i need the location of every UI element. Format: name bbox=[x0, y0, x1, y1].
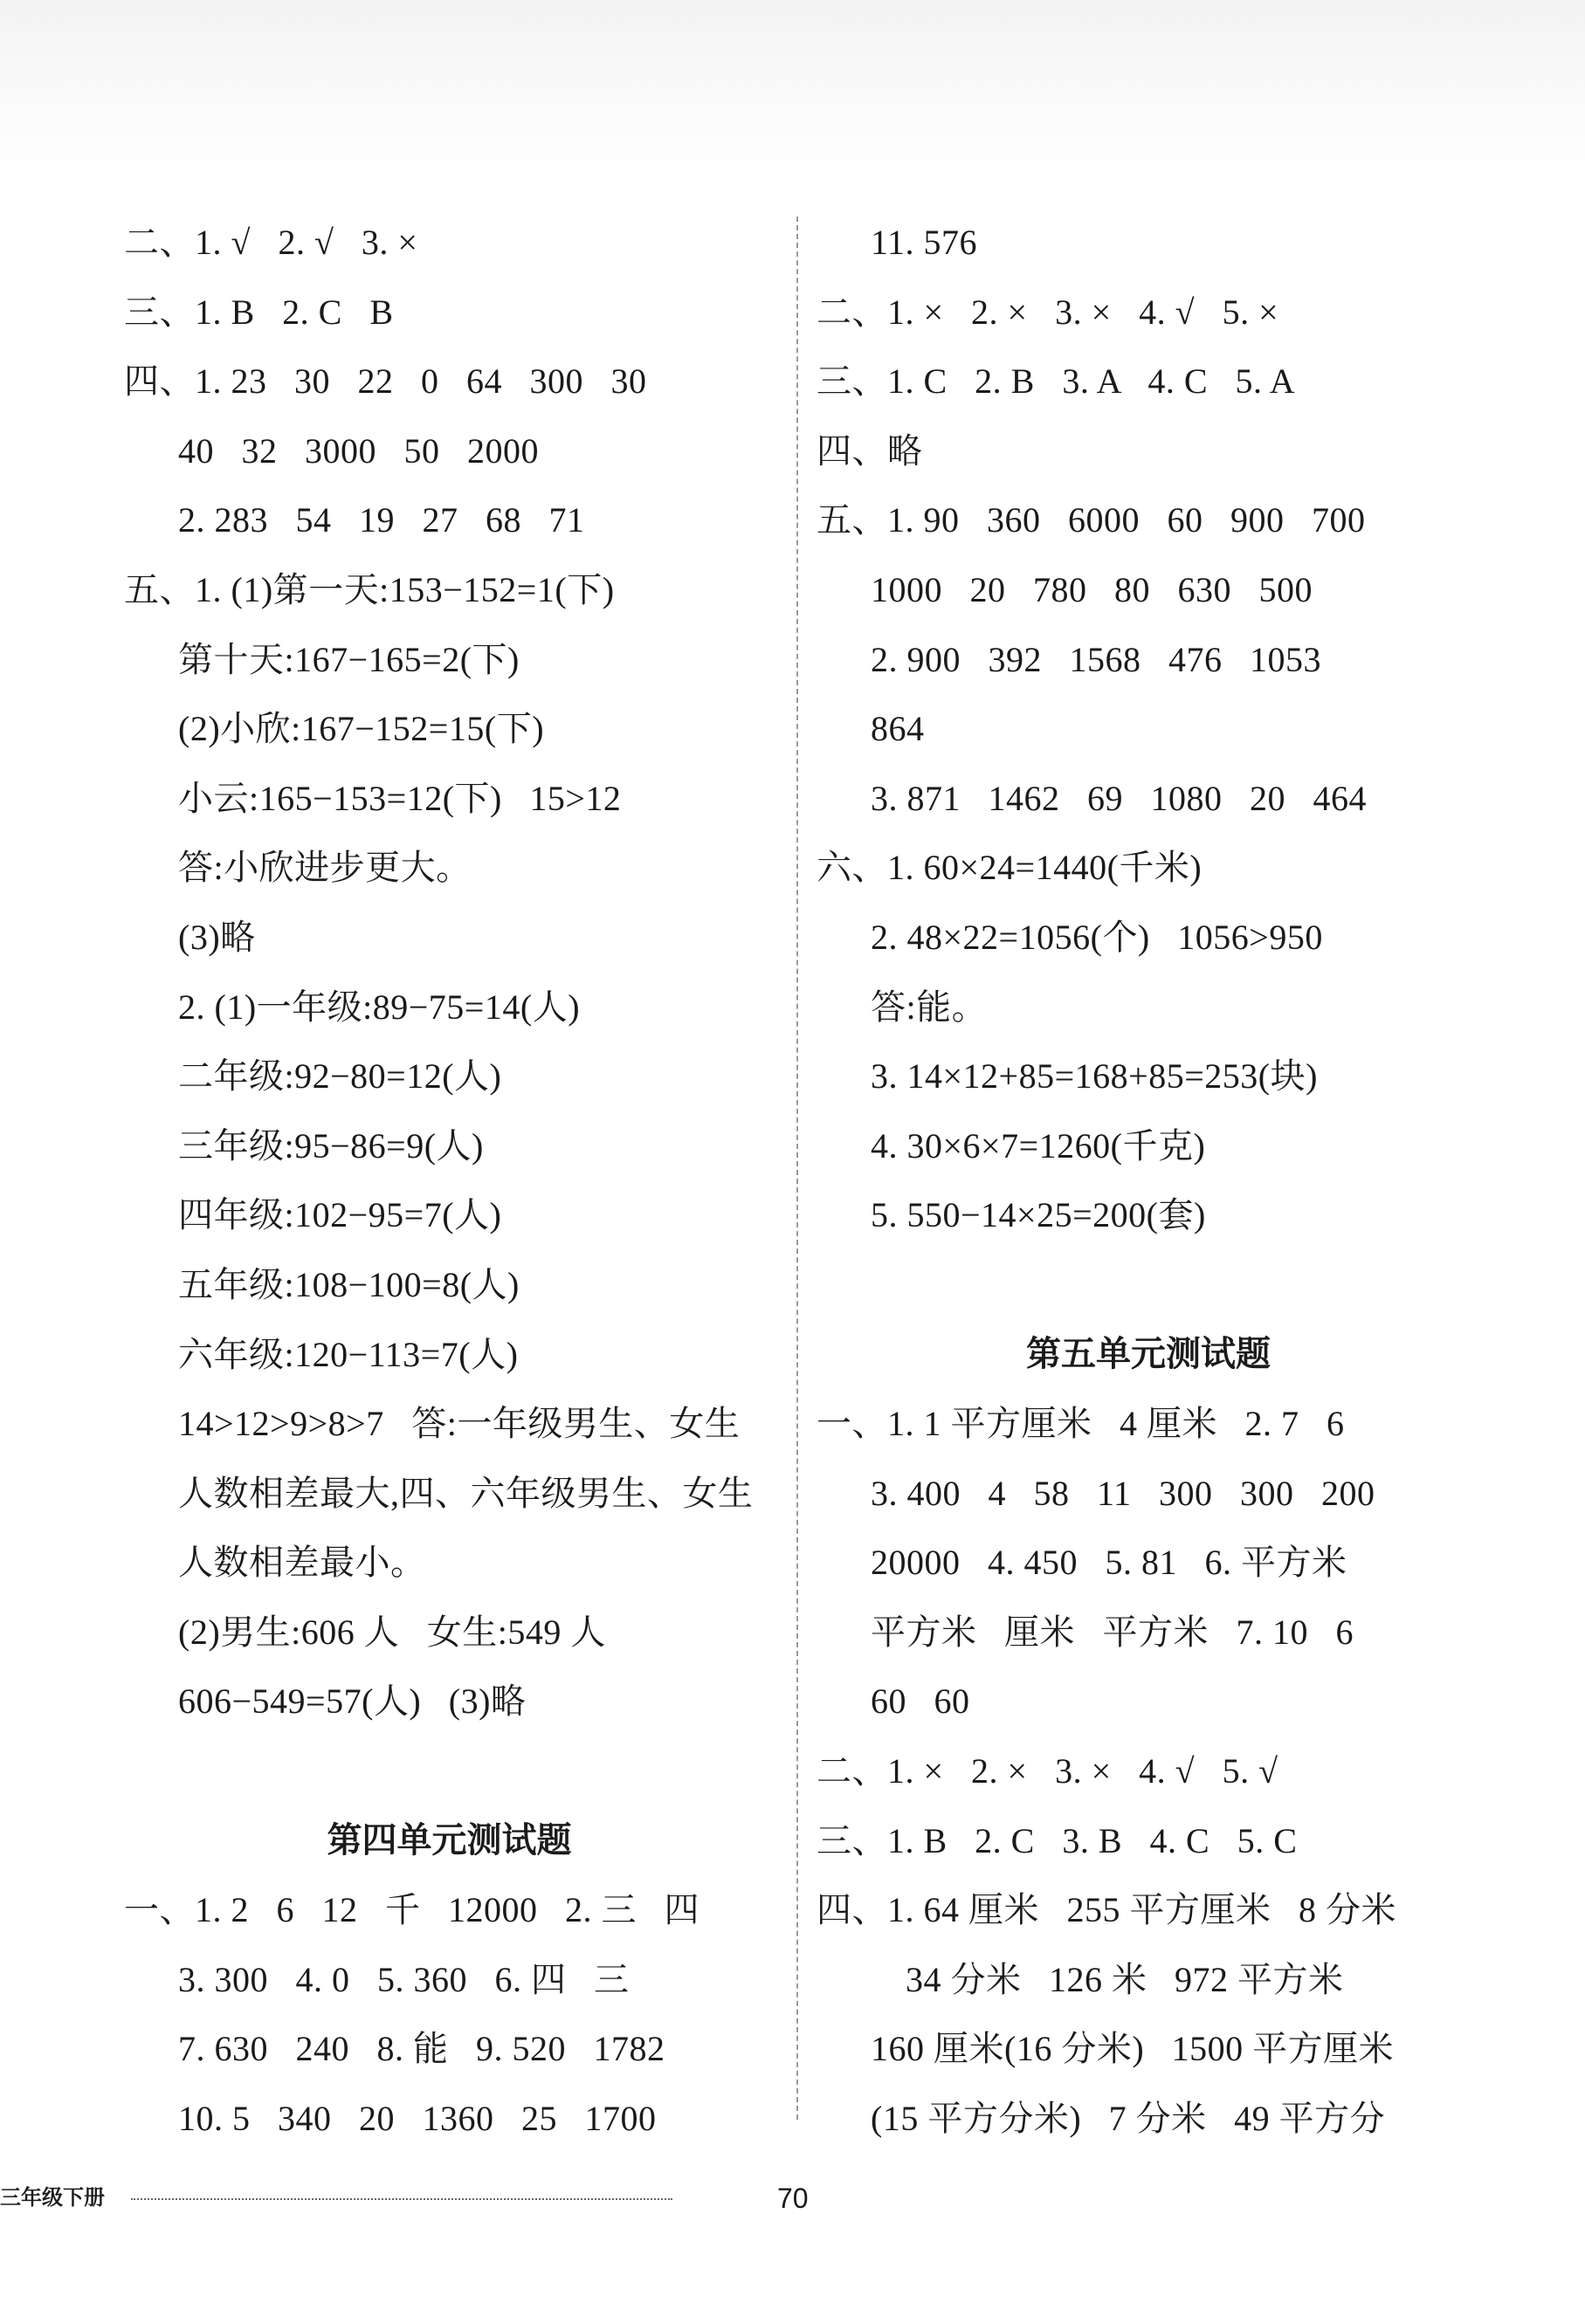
answer-line: 3. 300 4. 0 5. 360 6. 四 三 bbox=[178, 1959, 630, 1999]
answer-line: 5. 550−14×25=200(套) bbox=[871, 1195, 1206, 1235]
grade-label: 三年级下册 bbox=[0, 2186, 105, 2210]
answer-line: 3. 14×12+85=168+85=253(块) bbox=[871, 1056, 1318, 1097]
answer-line: 三年级:95−86=9(人) bbox=[178, 1125, 484, 1165]
answer-line: 3. 871 1462 69 1080 20 464 bbox=[871, 778, 1367, 818]
right-column bbox=[817, 208, 1480, 2154]
answer-line: 六、1. 60×24=1440(千米) bbox=[817, 848, 1203, 888]
left-column bbox=[124, 208, 775, 2154]
answer-line: (2)男生:606 人 女生:549 人 bbox=[178, 1612, 606, 1652]
answer-line: 7. 630 240 8. 能 9. 520 1782 bbox=[178, 2029, 665, 2069]
answer-line: 2. 900 392 1568 476 1053 bbox=[871, 639, 1321, 679]
answer-line: 1000 20 780 80 630 500 bbox=[871, 569, 1313, 609]
answer-line: 三、1. B 2. C B bbox=[124, 292, 394, 332]
answer-line: 10. 5 340 20 1360 25 1700 bbox=[178, 2099, 657, 2139]
answer-line: 3. 400 4 58 11 300 300 200 bbox=[871, 1473, 1375, 1513]
spacer bbox=[124, 1736, 775, 1806]
answer-line: 2. (1)一年级:89−75=14(人) bbox=[178, 987, 581, 1027]
answer-line: 二年级:92−80=12(人) bbox=[178, 1056, 502, 1097]
answer-line: 二、1. √ 2. √ 3. × bbox=[124, 223, 418, 262]
answer-line: (15 平方分米) 7 分米 49 平方分 bbox=[871, 2099, 1386, 2139]
answer-line: 五年级:108−100=8(人) bbox=[178, 1264, 520, 1304]
answer-line: 2. 283 54 19 27 68 71 bbox=[178, 500, 585, 540]
answer-line: 五、1. (1)第一天:153−152=1(下) bbox=[124, 569, 615, 609]
answer-line: 60 60 bbox=[871, 1681, 970, 1722]
answer-line: 第十天:167−165=2(下) bbox=[178, 639, 520, 679]
scan-top-band bbox=[0, 0, 1585, 183]
answer-line: 14>12>9>8>7 答:一年级男生、女生 bbox=[178, 1404, 741, 1444]
answer-line: 平方米 厘米 平方米 7. 10 6 bbox=[871, 1612, 1354, 1652]
answer-line: 二、1. × 2. × 3. × 4. √ 5. × bbox=[817, 292, 1279, 332]
answer-line: 160 厘米(16 分米) 1500 平方厘米 bbox=[871, 2029, 1395, 2069]
answer-line: 人数相差最小。 bbox=[178, 1543, 426, 1583]
section-heading-unit-4: 第四单元测试题 bbox=[327, 1820, 572, 1860]
answer-line: 20000 4. 450 5. 81 6. 平方米 bbox=[871, 1543, 1347, 1583]
answer-line: 四、1. 23 30 22 0 64 300 30 bbox=[124, 361, 647, 402]
answer-line: (3)略 bbox=[178, 917, 256, 957]
answer-line: 606−549=57(人) (3)略 bbox=[178, 1681, 527, 1722]
answer-line: 一、1. 1 平方厘米 4 厘米 2. 7 6 bbox=[817, 1404, 1345, 1444]
answer-line: 34 分米 126 米 972 平方米 bbox=[906, 1959, 1344, 1999]
answer-line: 一、1. 2 6 12 千 12000 2. 三 四 bbox=[124, 1890, 699, 1930]
answer-line: 4. 30×6×7=1260(千克) bbox=[871, 1125, 1206, 1165]
answer-line: 864 bbox=[871, 709, 925, 749]
footer-dotted-rule bbox=[131, 2198, 672, 2200]
answer-line: 四年级:102−95=7(人) bbox=[178, 1195, 502, 1235]
answer-line: 五、1. 90 360 6000 60 900 700 bbox=[817, 500, 1366, 540]
answer-line: 40 32 3000 50 2000 bbox=[178, 430, 539, 471]
answer-line: (2)小欣:167−152=15(下) bbox=[178, 709, 545, 749]
answer-line: 小云:165−153=12(下) 15>12 bbox=[178, 778, 622, 818]
answer-line: 二、1. × 2. × 3. × 4. √ 5. √ bbox=[817, 1751, 1278, 1791]
page-number: 70 bbox=[777, 2183, 809, 2214]
answer-line: 六年级:120−113=7(人) bbox=[178, 1334, 519, 1374]
answer-line: 三、1. B 2. C 3. B 4. C 5. C bbox=[817, 1820, 1298, 1860]
section-heading-unit-5: 第五单元测试题 bbox=[1026, 1334, 1271, 1373]
column-divider bbox=[796, 217, 798, 2120]
answer-line: 四、略 bbox=[817, 430, 923, 471]
answer-line: 三、1. C 2. B 3. A 4. C 5. A bbox=[817, 361, 1296, 402]
answer-line: 答:小欣进步更大。 bbox=[178, 848, 472, 888]
answer-line: 11. 576 bbox=[871, 223, 978, 262]
page-footer bbox=[0, 2181, 1585, 2216]
answer-line: 答:能。 bbox=[871, 987, 988, 1027]
spacer bbox=[817, 1250, 1480, 1320]
answer-line: 四、1. 64 厘米 255 平方厘米 8 分米 bbox=[817, 1890, 1396, 1930]
answer-line: 2. 48×22=1056(个) 1056>950 bbox=[871, 917, 1323, 957]
answer-line: 人数相差最大,四、六年级男生、女生 bbox=[178, 1473, 754, 1513]
